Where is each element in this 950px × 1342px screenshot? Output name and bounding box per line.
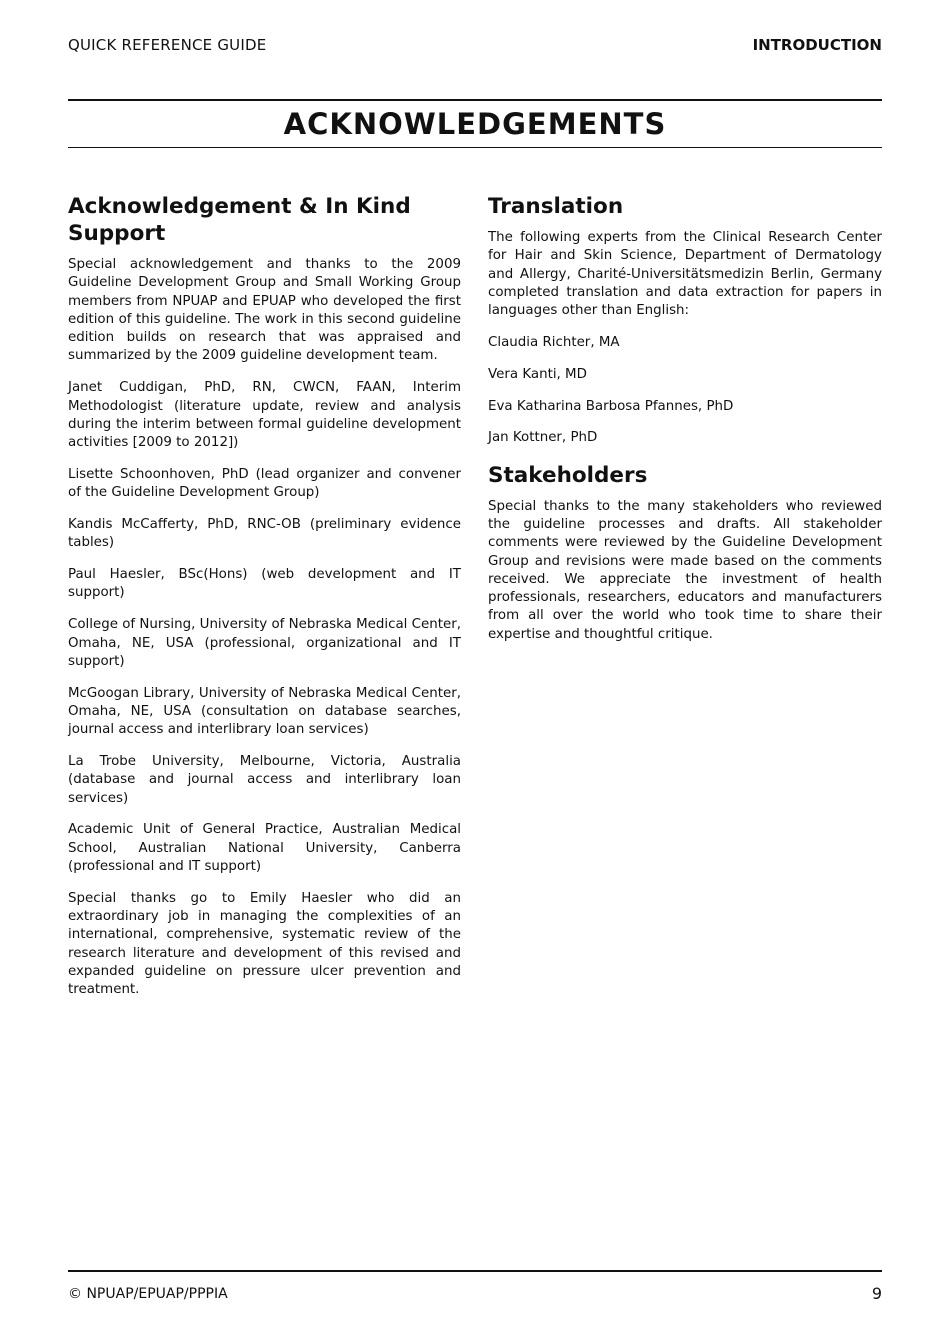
translator-name: Jan Kottner, PhD	[488, 430, 598, 446]
title-rule-bottom	[68, 147, 882, 148]
stakeholders-heading: Stakeholders	[488, 462, 648, 488]
translation-heading: Translation	[488, 194, 624, 219]
acknowledgement-heading: Acknowledgement & In Kind Support	[68, 194, 411, 246]
translator-name: Eva Katharina Barbosa Pfannes, PhD	[488, 398, 734, 414]
acknowledgement-paragraph: Special acknowledgement and thanks to the 2009 Guideline Development Group and Small Working Group members from NPUAP and EPUAP who developed the first edition of this guideline. The work in this second guideline edition builds on research that was appraised and summarized by the 2009 guideline development team.	[68, 257, 461, 364]
acknowledgement-paragraph: Academic Unit of General Practice, Australian Medical School, Australian National University, Canberra (professional and IT support)	[68, 822, 461, 875]
right-column	[488, 193, 882, 658]
translator-name: Claudia Richter, MA	[488, 334, 620, 350]
acknowledgement-paragraph: La Trobe University, Melbourne, Victoria, Australia (database and journal access and interlibrary loan services)	[68, 754, 461, 806]
acknowledgement-paragraph: Paul Haesler, BSc(Hons) (web development and IT support)	[68, 567, 461, 601]
title-rule-top	[68, 99, 882, 101]
stakeholders-paragraph: Special thanks to the many stakeholders who reviewed the guideline processes and drafts. All stakeholder comments were reviewed by the Guideline Development Group and revisions were made based on the comments received. We appreciate the investment of health professionals, researchers, educators and manufacturers from all over the world who took time to share their expertise and thoughtful critique.	[488, 498, 882, 642]
acknowledgement-paragraph: Lisette Schoonhoven, PhD (lead organizer and convener of the Guideline Development Group)	[68, 466, 461, 501]
footer-copyright: © NPUAP/EPUAP/PPPIA	[68, 1286, 228, 1302]
translation-intro: The following experts from the Clinical Research Center for Hair and Skin Science, Department of Dermatology and Allergy, Charité-Universitätsmedizin Berlin, Germany completed translation and data extraction for papers in languages other than English:	[488, 230, 882, 319]
acknowledgement-paragraph: Janet Cuddigan, PhD, RN, CWCN, FAAN, Interim Methodologist (literature update, review and analysis during the interim between formal guideline development activities [2009 to 2012])	[68, 380, 461, 451]
acknowledgement-paragraph: Special thanks go to Emily Haesler who did an extraordinary job in managing the complexities of an international, comprehensive, systematic review of the research literature and development of this revised and expanded guideline on pressure ulcer prevention and treatment.	[68, 890, 461, 998]
acknowledgement-paragraph: College of Nursing, University of Nebraska Medical Center, Omaha, NE, USA (professional, organizational and IT support)	[68, 617, 461, 669]
left-column	[68, 193, 461, 1013]
page-number: 9	[871, 1284, 882, 1303]
running-header	[68, 36, 882, 58]
page-title: ACKNOWLEDGEMENTS	[283, 107, 667, 141]
footer-rule	[68, 1270, 882, 1272]
header-guide-title: QUICK REFERENCE GUIDE	[68, 36, 267, 54]
acknowledgement-paragraph: Kandis McCafferty, PhD, RNC-OB (preliminary evidence tables)	[68, 517, 461, 551]
acknowledgement-paragraph: McGoogan Library, University of Nebraska Medical Center, Omaha, NE, USA (consultation on database searches, journal access and interlibrary loan services)	[68, 685, 461, 738]
header-section-title: INTRODUCTION	[752, 36, 882, 54]
translator-name: Vera Kanti, MD	[488, 366, 587, 382]
